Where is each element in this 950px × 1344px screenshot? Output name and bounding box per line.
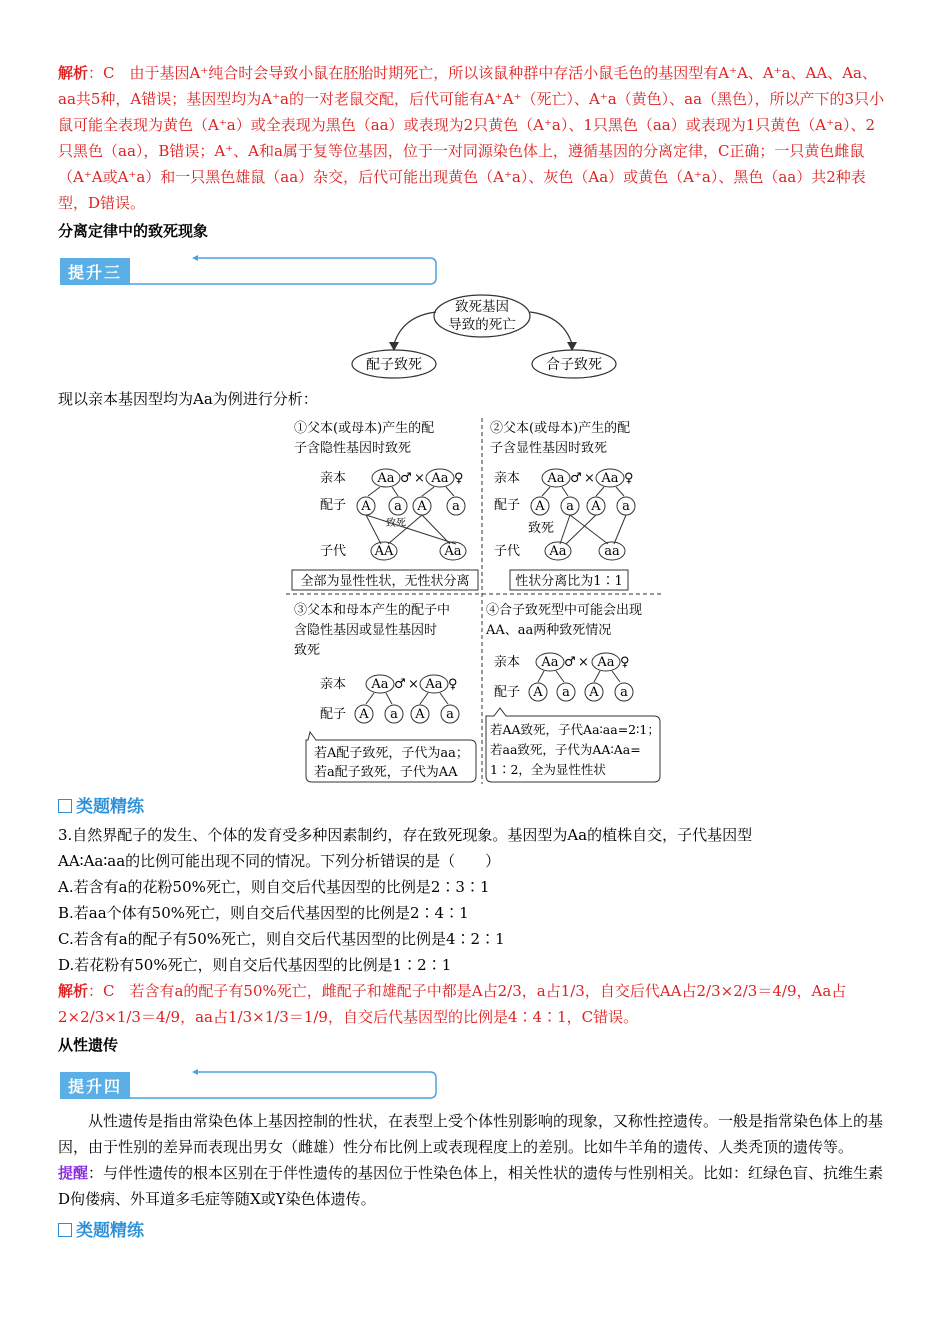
q2-parent-female: Aa [601,471,619,486]
practice-title-1 [58,794,890,820]
analysis-label: 解析 [58,64,89,82]
heading-sex-influenced: 从性遗传 [58,1036,119,1054]
q3-stem-1: 3.自然界配子的发生、个体的发育受多种因素制约，存在致死现象。基因型为Aa的植株自交，子代基因型 [58,826,753,844]
q3-option-c: C.若含有a的配子有50%死亡，则自交后代基因型的比例是4∶2∶1 [58,930,505,948]
q3-gamete-4: a [446,707,454,722]
q3-option-b: B.若aa个体有50%死亡，则自交后代基因型的比例是2∶4∶1 [58,904,469,922]
q1-gamete-3: A [417,499,427,514]
practice-title-text: 类题精练 [76,797,144,817]
q2-gamete-3: A [591,499,601,514]
banner-tag-4: 提升四 [60,1072,130,1099]
q2-male-sign: ♂ [570,471,582,486]
q2-parent-male: Aa [547,471,565,486]
analysis-2-label: 解析 [58,982,89,1000]
q2-lethal-note: 致死 [528,521,555,536]
q1-cross-sign: × [414,471,425,486]
q4-female-sign: ♀ [620,655,630,670]
q1-gamete-label: 配子 [320,498,347,513]
practice-title-2-text: 类题精练 [76,1221,144,1241]
q1-gamete-1: A [361,499,371,514]
lethal-tree [58,294,890,380]
q1-result: 全部为显性性状，无性状分离 [300,574,470,589]
q2-parent-label: 亲本 [494,471,521,486]
q3-option-d: D.若花粉有50%死亡，则自交后代基因型的比例是1∶2∶1 [58,956,452,974]
q1-parent-male: Aa [377,471,395,486]
q4-gamete-4: a [620,685,628,700]
q4-result-line1: 若AA致死，子代Aa∶aa=2∶1； [490,722,660,737]
q4-gamete-label: 配子 [494,685,521,700]
analysis-text: ：C 由于基因A⁺纯合时会导致小鼠在胚胎时期死亡，所以该鼠种群中存活小鼠毛色的基因型有A⁺A、A⁺a、AA、Aa、aa共5种，A错误；基因型均为A⁺a的一对老鼠交配，后代可能有A⁺A⁺（死亡）、A⁺a（黄色）、aa（黑色），所以产下的3只小鼠可能全表现为黄色（A⁺a）或全表现为黑色（aa）或表现为2只黄色（A⁺a）、1只黑色（aa）或表现为1只黄色（A⁺a）、2只黑色（aa），B错误；A⁺、A和a属于复等位基因，位于一对同源染色体上，遵循基因的分离定律，C正确；一只黄色雌鼠（A⁺A或A⁺a）和一只黑色雄鼠（aa）杂交，后代可能出现黄色（A⁺a）、灰色（Aa）或黄色（A⁺a）、黑色（aa）共2种表型，D错误。 [58,64,885,212]
banner-improve-4 [58,1068,890,1102]
checkbox-icon [58,799,72,813]
q4-parent-female: Aa [597,655,615,670]
q1-offspring-1: AA [374,544,394,559]
lethal-diagram [58,414,890,788]
q3-stem-2: AA∶Aa∶aa的比例可能出现不同的情况。下列分析错误的是（ ） [58,852,501,870]
banner-tag: 提升三 [60,258,130,285]
q2-gamete-1: A [535,499,545,514]
banner-improve-3 [58,254,890,288]
q2-cross-sign: × [584,471,595,486]
q2-gamete-2: a [566,499,574,514]
q3-gamete-label: 配子 [320,707,347,722]
q3-gamete-1: A [359,707,369,722]
q2-gamete-4: a [622,499,630,514]
q3-parent-label: 亲本 [320,677,347,692]
q4-gamete-1: A [533,685,543,700]
q2-title-line2: 子含显性基因时致死 [490,441,608,456]
q4-result-line2: 若aa致死，子代为AA∶Aa= [490,742,641,757]
q4-gamete-2: a [562,685,570,700]
q3-female-sign: ♀ [448,677,458,692]
q2-result: 性状分离比为1∶1 [515,574,623,589]
q4-cross-sign: × [578,655,589,670]
q4-title-line2: AA、aa两种致死情况 [486,623,612,638]
q3-male-sign: ♂ [394,677,406,692]
document-page [58,60,890,1246]
tree-right-label: 合子致死 [546,357,602,373]
q1-male-sign: ♂ [400,471,412,486]
tree-root-line1: 致死基因 [455,299,509,315]
q1-title-line1: ①父本(或母本)产生的配 [294,421,435,436]
q1-parent-label: 亲本 [320,471,347,486]
checkbox-icon [58,1223,72,1237]
analysis-2-text: ：C 若含有a的配子有50%死亡，雌配子和雄配子中都是A占2/3，a占1/3，自交后代AA占2/3×2/3＝4/9，Aa占2×2/3×1/3＝4/9，aa占1/3×1/3＝1/9，自交后代基因型的比例是4∶4∶1，C错误。 [58,982,847,1026]
q1-female-sign: ♀ [454,471,464,486]
q4-result-line3: 1∶2，全为显性性状 [490,762,606,777]
q4-gamete-3: A [589,685,599,700]
q2-title-line1: ②父本(或母本)产生的配 [490,421,631,436]
q3-title-line1: ③父本和母本产生的配子中 [294,603,451,618]
intro-text: 现以亲本基因型均为Aa为例进行分析： [58,390,318,408]
reminder-label: 提醒 [58,1164,89,1182]
q1-offspring-label: 子代 [320,544,347,559]
tree-left-label: 配子致死 [366,357,422,373]
q2-gamete-label: 配子 [494,498,521,513]
q3-gamete-2: a [390,707,398,722]
q1-parent-female: Aa [431,471,449,486]
practice-title-2 [58,1218,890,1244]
sex-influenced-text: 从性遗传是指由常染色体上基因控制的性状，在表型上受个体性别影响的现象，又称性控遗传。一般是指常染色体上的基因，由于性别的差异而表现出男女（雌雄）性分布比例上或表现程度上的差别。比如牛羊角的遗传、人类秃顶的遗传等。 [58,1112,884,1156]
q4-title-line1: ④合子致死型中可能会出现 [486,603,643,618]
q3-option-a: A.若含有a的花粉50%死亡，则自交后代基因型的比例是2∶3∶1 [58,878,490,896]
q2-offspring-label: 子代 [494,544,521,559]
q1-offspring-2: Aa [444,544,462,559]
q2-offspring-2: aa [604,544,620,559]
q3-result-line1: 若A配子致死，子代为aa； [314,746,469,761]
q1-gamete-4: a [452,499,460,514]
reminder-text: ：与伴性遗传的根本区别在于伴性遗传的基因位于性染色体上，相关性状的遗传与性别相关。比如：红绿色盲、抗维生素D佝偻病、外耳道多毛症等随X或Y染色体遗传。 [58,1164,884,1208]
q1-gamete-2: a [394,499,402,514]
analysis-1 [58,60,890,216]
q3-result-line2: 若a配子致死，子代为AA [314,765,458,780]
q3-parent-male: Aa [371,677,389,692]
q1-title-line2: 子含隐性基因时致死 [294,441,412,456]
q4-parent-male: Aa [541,655,559,670]
analysis-2 [58,978,890,1030]
reminder [58,1160,890,1212]
q3-title-line2: 含隐性基因或显性基因时 [294,623,438,638]
q2-offspring-1: Aa [549,544,567,559]
q3-cross-sign: × [408,677,419,692]
q4-male-sign: ♂ [564,655,576,670]
q3-parent-female: Aa [425,677,443,692]
q4-parent-label: 亲本 [494,655,521,670]
q1-lethal-note: 致死 [386,518,406,529]
q2-female-sign: ♀ [624,471,634,486]
heading-lethal: 分离定律中的致死现象 [58,222,209,240]
q3-gamete-3: A [415,707,425,722]
q3-title-line3: 致死 [294,643,321,658]
tree-root-line2: 导致的死亡 [448,317,516,333]
